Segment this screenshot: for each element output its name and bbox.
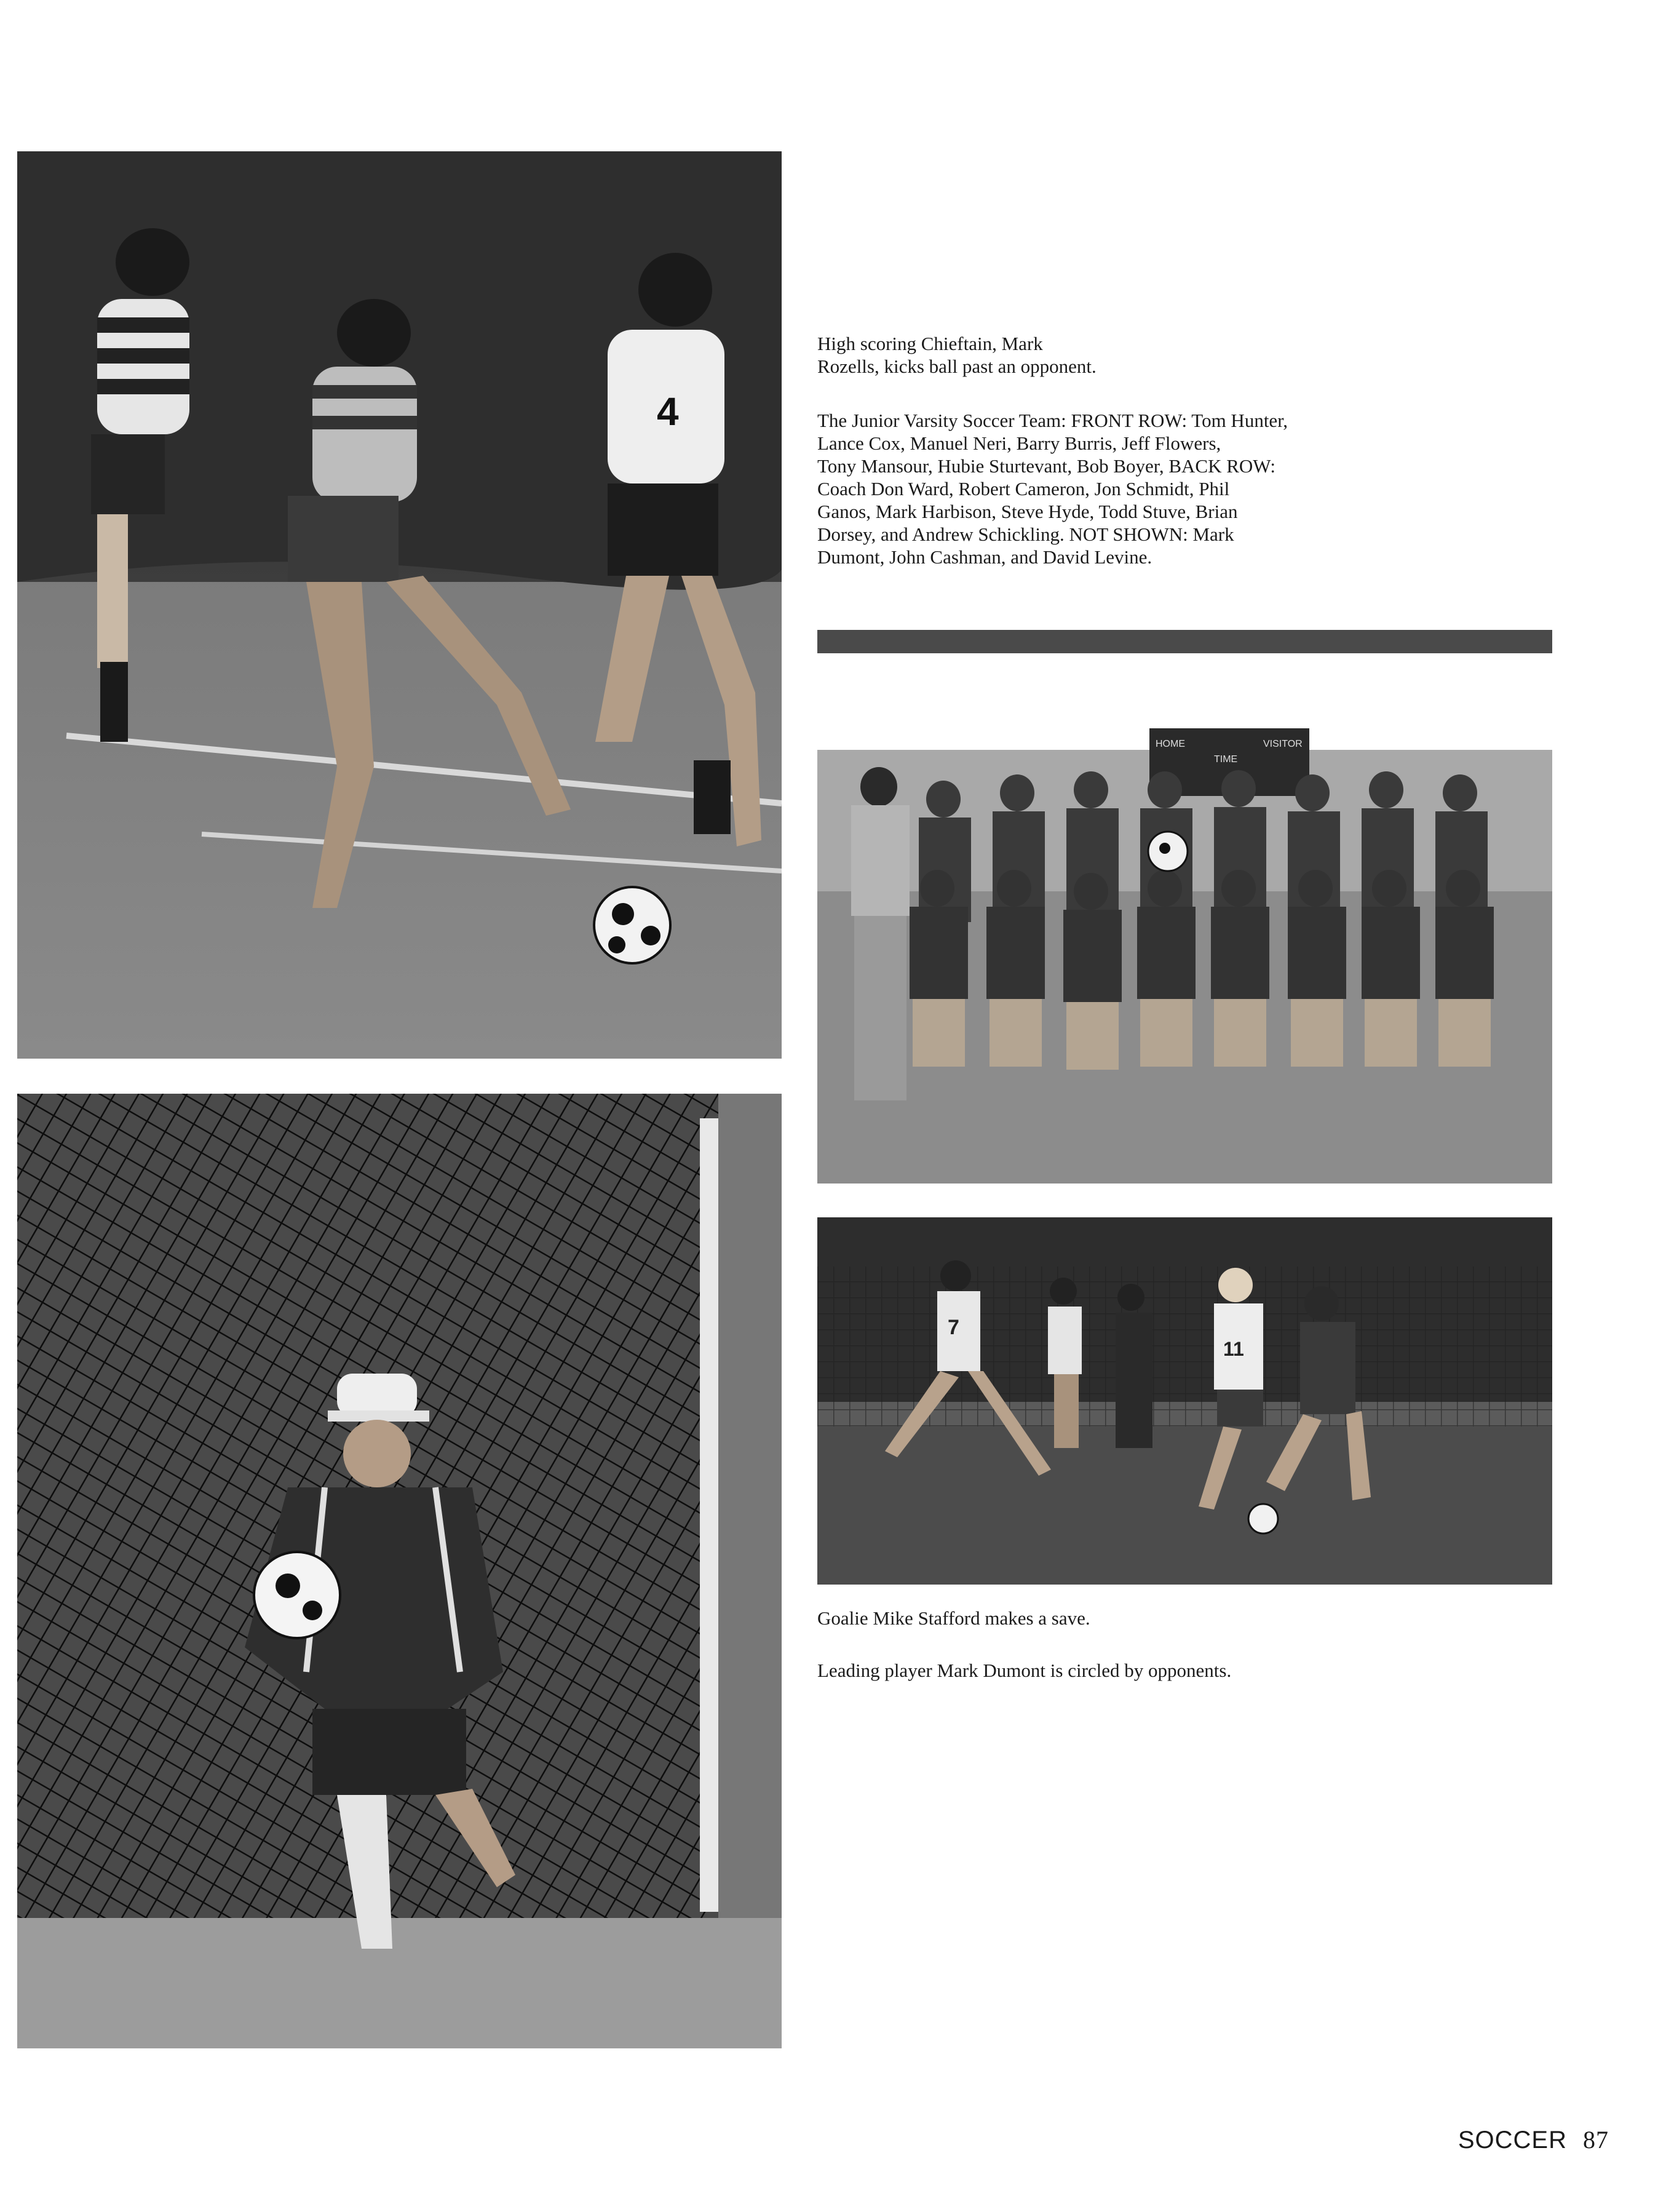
photo-rozells-kick-image [17, 151, 782, 1059]
photo-jv-team [817, 630, 1552, 1184]
scoreboard-home: HOME [1156, 739, 1185, 749]
scoreboard-visitor: VISITOR [1263, 739, 1303, 749]
photo-goalie-save-image [17, 1094, 782, 2048]
jersey-number-7: 7 [948, 1316, 959, 1339]
scoreboard-time: TIME [1214, 754, 1238, 765]
jersey-number-11: 11 [1223, 1338, 1244, 1360]
photo-goalie-save [17, 1094, 782, 2048]
jersey-number: 4 [657, 389, 679, 434]
page-footer [1458, 2125, 1609, 2154]
caption-goalie: Goalie Mike Stafford makes a save. [817, 1607, 1090, 1629]
section-title: SOCCER [1458, 2126, 1567, 2154]
page-number: 87 [1583, 2126, 1609, 2154]
caption-dumont: Leading player Mark Dumont is circled by opponents. [817, 1660, 1232, 1681]
photo-jv-team-image [817, 630, 1552, 1184]
caption-jv-team-roster: The Junior Varsity Soccer Team: FRONT ROW: Tom Hunter, Lance Cox, Manuel Neri, Barry Burris, Jeff Flowers, Tony Mansour, Hubie Sturtevant, Bob Boyer, BACK ROW: Coach Don Ward, Robert Cameron, Jon Schmidt, Phil Ganos, Mark Harbison, Steve Hyde, Todd Stuve, Brian Dorsey, and Andrew Schickling. NOT SHOWN: Mark Dumont, John Cashman, and David Levine. [817, 410, 1288, 568]
photo-dumont-circled-image [817, 1217, 1552, 1585]
caption-rozells: High scoring Chieftain, Mark Rozells, kicks ball past an opponent. [817, 333, 1097, 377]
photo-dumont-circled [817, 1217, 1552, 1585]
photo-rozells-kick [17, 151, 782, 1059]
